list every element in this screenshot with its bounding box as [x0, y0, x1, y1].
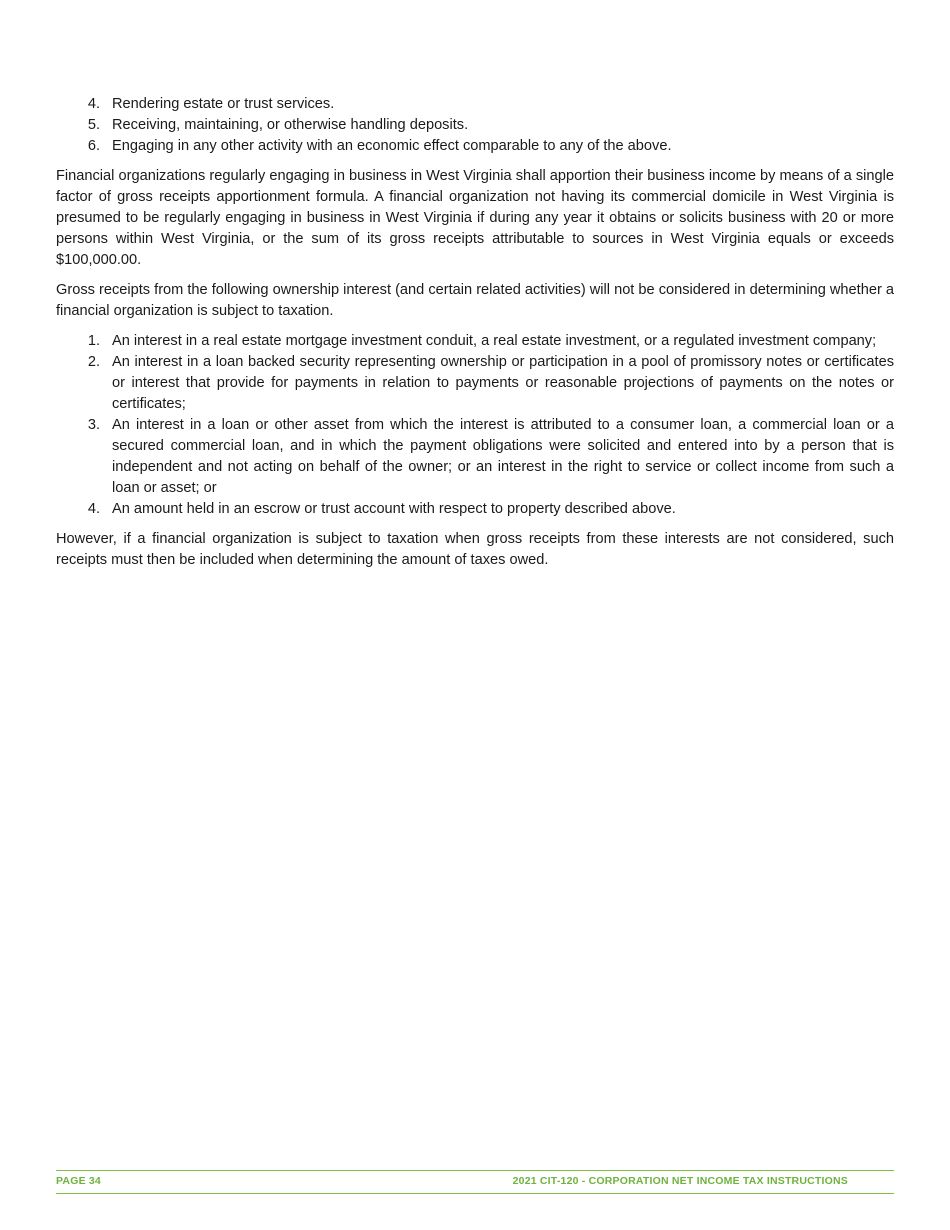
page-body	[56, 94, 894, 580]
list-text: Rendering estate or trust services.	[112, 96, 335, 112]
gross-receipts-paragraph: Gross receipts from the following ownership interest (and certain related activities) will not be considered in determining whether a financial organization is subject to taxation.	[56, 282, 894, 319]
list-item	[56, 415, 894, 499]
list-number: 4.	[87, 96, 100, 112]
list-item	[56, 115, 894, 136]
apportionment-paragraph: Financial organizations regularly engaging in business in West Virginia shall apportion their business income by means of a single factor of gross receipts apportionment formula. A financial organization not having its commercial domicile in West Virginia is presumed to be regularly engaging in business in West Virginia if during any year it obtains or solicits business with 20 or more persons within West Virginia, or the sum of its gross receipts attributable to sources in West Virginia equals or exceeds $100,000.00.	[56, 168, 894, 268]
list-number: 6.	[87, 138, 100, 154]
list-text: Receiving, maintaining, or otherwise handling deposits.	[112, 117, 469, 133]
list-item	[56, 352, 894, 415]
list-text: An interest in a real estate mortgage investment conduit, a real estate investment, or a regulated investment company;	[112, 333, 877, 349]
list-number: 3.	[87, 417, 100, 433]
list-text: An interest in a loan backed security representing ownership or participation in a pool of promissory notes or certificates or interest that provide for payments in relation to payments or reasonable projections of payments on the notes or certificates;	[112, 354, 894, 412]
however-paragraph: However, if a financial organization is subject to taxation when gross receipts from these interests are not considered, such receipts must then be included when determining the amount of taxes owed.	[56, 531, 894, 568]
list-text: An interest in a loan or other asset from which the interest is attributed to a consumer loan, a commercial loan or a secured commercial loan, and in which the payment obligations were solicited and entered into by a person that is independent and not acting on behalf of the owner; or an interest in the right to service or collect income from such a loan or asset; or	[112, 417, 894, 496]
list-item	[56, 499, 894, 520]
footer-top-rule	[56, 1170, 894, 1171]
list-number: 2.	[87, 354, 100, 370]
list-item	[56, 94, 894, 115]
page-number: PAGE 34	[56, 1175, 101, 1187]
list-number: 4.	[87, 501, 100, 517]
activity-list	[56, 94, 894, 157]
list-item	[56, 136, 894, 157]
document-title: 2021 CIT-120 - CORPORATION NET INCOME TAX INSTRUCTIONS	[512, 1175, 848, 1187]
footer-bottom-rule	[56, 1193, 894, 1194]
list-item	[56, 331, 894, 352]
list-number: 1.	[87, 333, 100, 349]
ownership-interest-list	[56, 331, 894, 520]
list-text: Engaging in any other activity with an economic effect comparable to any of the above.	[112, 138, 672, 154]
list-text: An amount held in an escrow or trust account with respect to property described above.	[112, 501, 676, 517]
list-number: 5.	[87, 117, 100, 133]
